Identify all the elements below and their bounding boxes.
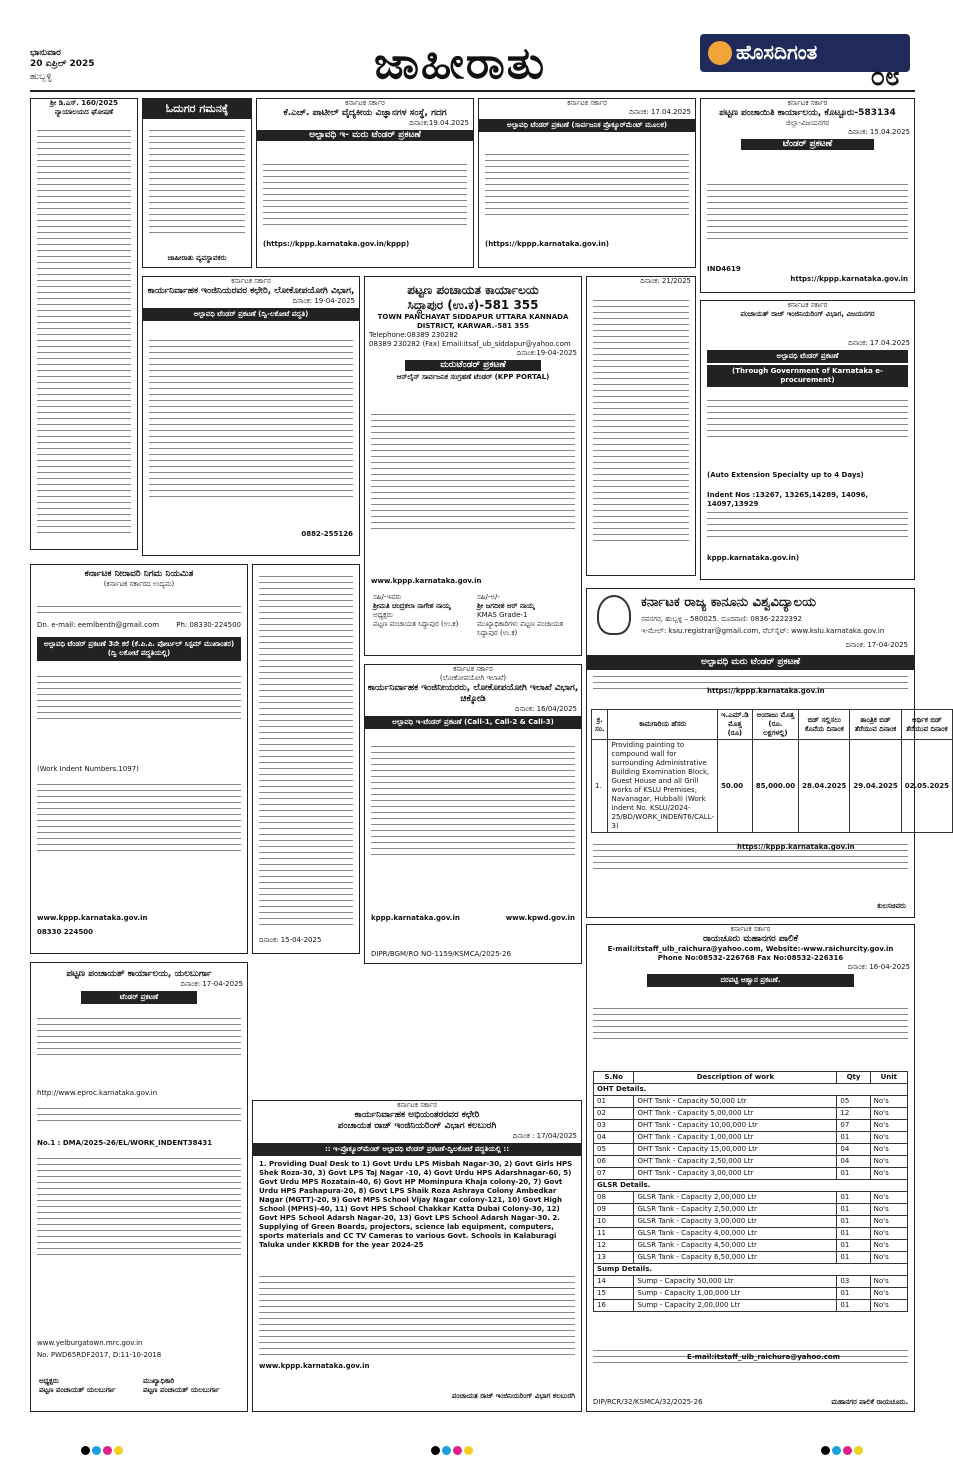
- misc-small-notice: [252, 564, 360, 954]
- ksu-date: ದಿನಾಂಕ: 17-04-2025: [845, 641, 908, 649]
- raichur-title: ರಾಯಚೂರು ಮಹಾನಗರ ಪಾಲಿಕೆ: [702, 934, 799, 944]
- kalaburagi-url[interactable]: www.kppp.karnataka.gov.in: [259, 1362, 370, 1370]
- raichur-email: E-mail:itstaff_ulb_raichura@yahoo.com, Website:-www.raichurcity.gov.in: [607, 945, 894, 953]
- yelburga-bar: ಟೆಂಡರ್ ಪ್ರಕಟಣೆ: [81, 991, 197, 1004]
- ksu-table-header: ಕ್ರ. ಸಂ. ಕಾಮಗಾರಿಯ ಹೆಸರು ಇ.ಎಮ್.ಡಿ ಮೊತ್ತ (ರೂ) ಅಂದಾಜು ಮೊತ್ತ (ರೂ. ಲಕ್ಷಗಳಲ್ಲಿ) ಬಿಡ್ ಸಲ್ಲಿಸಲು ಕೊನೆಯ ದಿನಾಂಕ ತಾಂತ್ರಿಕ ಬಿಡ್ ತೆರೆಯುವ ದಿನಾಂಕ ಆರ್ಥಿಕ ಬಿಡ್ ತೆರೆಯುವ ದಿನಾಂಕ: [592, 710, 953, 740]
- eeml-bar: ಅಲ್ಪಾವಧಿ ಟೆಂಡರ್ ಪ್ರಕಟಣೆ 3ನೇ ಕರೆ (ಕೆ.ಪಿ.ಪಿ. ಪೋರ್ಟಲ್ ಸಿಸ್ಟಮ್ ಮುಖಾಂತರ) (ದ್ವಿ ಲಕೋಟೆ ಪದ್ಧತಿಯಲ್ಲಿ): [37, 637, 241, 661]
- raichur-phone: Phone No:08532-226768 Fax No:08532-226316: [657, 954, 844, 962]
- small-notice-date: ದಿನಾಂಕ: 21/2025: [640, 277, 691, 285]
- pwd-phone: 0882-255126: [301, 530, 353, 538]
- table-row: 05 OHT Tank - Capacity 15,00,000 Ltr 04 No's: [594, 1144, 908, 1156]
- chikkodi-title: ಕಾರ್ಯನಿರ್ವಾಹಕ ಇಂಜಿನೀಯರರು, ಲೋಕೋಪಯೋಗಿ ಇಲಾಖೆ ವಿಭಾಗ, ಚಿಕ್ಕೋಡಿ: [367, 683, 579, 704]
- brand-name: ಹೊಸದಿಗಂತ: [736, 40, 818, 64]
- siddapur-title1: ಪಟ್ಟಣ ಪಂಚಾಯತ ಕಾರ್ಯಾಲಯ: [407, 283, 539, 297]
- readers-note: [142, 98, 252, 268]
- eeml-phone2: 08330 224500: [37, 928, 94, 936]
- raichur-email2: E-mail:itstaff_ulb_raichura@yahoo.com: [687, 1353, 841, 1361]
- gadag-tender: [256, 98, 474, 268]
- kottur-title: ಪಟ್ಟಣ ಪಂಚಾಯಿತಿ ಕಾರ್ಯಾಲಯ, ಕೊಟ್ಟೂರು-583134: [719, 108, 896, 118]
- registration-marks-center: [430, 1440, 474, 1459]
- pwd-govt: ಕರ್ನಾಟಕ ಸರ್ಕಾರ: [231, 277, 271, 285]
- siddapur-tel: Telephone:08389 230282: [369, 331, 459, 339]
- pwd-bar: ಅಲ್ಪಾವಧಿ ಟೆಂಡರ್ ಪ್ರಕಟಣೆ (ದ್ವಿ-ಲಕೋಟೆ ಪದ್ಧತಿ): [143, 308, 359, 321]
- table-row: 01 OHT Tank - Capacity 50,000 Ltr 05 No's: [594, 1096, 908, 1108]
- vijayanagara-url[interactable]: kppp.karnataka.gov.in): [707, 554, 800, 562]
- kottur-url[interactable]: https://kppp.karnataka.gov.in: [790, 275, 908, 283]
- yelburga-sig-left: ಅಧ್ಯಕ್ಷರು ಪಟ್ಟಣ ಪಂಚಾಯತ್ ಯಲಬುರ್ಗಾ: [39, 1377, 116, 1394]
- ksu-sub: ನವನಗರ, ಹುಬ್ಬಳ್ಳಿ – 580025. ದೂರವಾಣಿ: 0836-2222392: [641, 615, 802, 623]
- flame-icon: [708, 41, 732, 65]
- ksu-bar: ಅಲ್ಪಾವಧಿ ಮರು ಟೆಂಡರ್ ಪ್ರಕಟಣೆ: [587, 655, 914, 670]
- yelburga-tender: [30, 962, 248, 1412]
- siddapur-en2: DISTRICT, KARWAR.-581 355: [416, 322, 530, 330]
- kudligi-bar: ಅಲ್ಪಾವಧಿ ಟೆಂಡರ್ ಪ್ರಕಟಣೆ (ಸಾರ್ವಜನಿಕ ಪ್ರೊಕ್ಯೂರ್‌ಮೆಂಟ್ ಮೂಲಕ): [479, 119, 695, 132]
- gadag-url[interactable]: (https://kppp.karnataka.gov.in/kppp): [263, 240, 410, 248]
- vijayanagara-tender: [700, 300, 915, 580]
- raichur-table-header: S.No Description of work Qty Unit: [594, 1072, 908, 1084]
- table-section-heading: GLSR Details.: [594, 1180, 908, 1192]
- vijayanagara-extension: (Auto Extension Specialty up to 4 Days): [707, 471, 864, 479]
- university-seal-icon: [597, 595, 631, 635]
- kottur-ref: IND4619: [707, 265, 741, 273]
- siddapur-bar: ಮರುಟೆಂಡರ್ ಪ್ರಕಟಣೆ: [405, 360, 541, 371]
- readers-note-sign: ಜಾಹೀರಾತು ವ್ಯವಸ್ಥಾಪಕರು: [167, 254, 227, 262]
- yelburga-url2[interactable]: www.yelburgatown.mrc.gov.in: [37, 1339, 143, 1347]
- vijayanagara-bar1: ಅಲ್ಪಾವಧಿ ಟೆಂಡರ್ ಪ್ರಕಟಣೆ: [707, 350, 908, 363]
- chikkodi-dept: (ಲೋಕೋಪಯೋಗಿ ಇಲಾಖೆ): [439, 674, 507, 682]
- table-row: 11 GLSR Tank - Capacity 4,00,000 Ltr 01 No's: [594, 1228, 908, 1240]
- kudligi-date: ದಿನಾಂಕ: 17.04.2025: [629, 108, 691, 116]
- table-row: 03 OHT Tank - Capacity 10,00,000 Ltr 07 No's: [594, 1120, 908, 1132]
- table-row: 10 GLSR Tank - Capacity 3,00,000 Ltr 01 No's: [594, 1216, 908, 1228]
- court-notice-head: ಶ್ರೀ ಡಿ.ಎಸ್. 160/2025: [50, 99, 118, 107]
- section-title: ಜಾಹೀರಾತು: [373, 38, 547, 89]
- siddapur-fax: 08389 230282 (Fax) Email:itsaf_ub_siddapur@yahoo.com: [369, 340, 571, 348]
- table-row: 07 OHT Tank - Capacity 3,00,000 Ltr 01 No's: [594, 1168, 908, 1180]
- chikkodi-tender: [364, 664, 582, 964]
- issue-day: ಭಾನುವಾರ: [30, 48, 61, 58]
- table-row: 09 GLSR Tank - Capacity 2,50,000 Ltr 01 No's: [594, 1204, 908, 1216]
- table-row: 06 OHT Tank - Capacity 2,50,000 Ltr 04 No's: [594, 1156, 908, 1168]
- kalaburagi-body: 1. Providing Dual Desk to 1) Govt Urdu LPS Misbah Nagar-30, 2) Govt Girls HPS Shek Roza-30, 3) Govt LPS Taj Nagar -10, 4) Govt Urdu HPS Adarshnagar-60, 5) Govt Urdu MPS Rozatain-40, 6) Govt HP Mominpura Khaja colony-20, 7) Govt Urdu HPS Pashapura-20, 8) Govt LPS Shaik Roza Ashraya Colony Ambedkar Nagar (MGTT)-20, 9) Govt MPS School Vijay Nagar colony-121, 10) Govt High School (MPHS)-40, 11) Govt HPS School Chakkar Katta Dubai Colony-30, 12) Govt HPS School Adarsh Nagar-20, 13) Govt LPS School Adarsh Nagar-30. 2. Supplying of Green Boards, projectors, science lab equipment, computers, sports materials and CC TV Cameras to various Govt. Schools in Kalaburagi Taluka under KKRDB for the year 2024-25: [259, 1160, 573, 1249]
- eeml-phone: Ph: 08330-224500: [176, 621, 241, 629]
- chikkodi-govt: ಕರ್ನಾಟಕ ಸರ್ಕಾರ: [453, 665, 493, 673]
- table-section-heading: Sump Details.: [594, 1264, 908, 1276]
- issue-city: ಹುಬ್ಬಳ್ಳಿ: [30, 72, 52, 82]
- eeml-email: Dn. e-mail: eemlbenth@gmail.com: [37, 621, 160, 629]
- kottur-govt: ಕರ್ನಾಟಕ ಸರ್ಕಾರ: [787, 99, 828, 107]
- siddapur-sig-right: ಸಹಿ/-ಅ/- ಶ್ರೀ ಜಗದೀಶ ಆರ್ ನಾಯ್ಕ KMAS Grade-1 ಮುಖ್ಯಾಧಿಕಾರಿಗಳು ಪಟ್ಟಣ ಪಂಚಾಯತ ಸಿದ್ದಾಪುರ (ಉ.ಕ): [477, 593, 564, 637]
- siddapur-ref: ದಿನಾಂಕ:19-04-2025: [516, 349, 577, 357]
- issue-info: [30, 48, 150, 83]
- kalaburagi-govt: ಕರ್ನಾಟಕ ಸರ್ಕಾರ: [397, 1101, 437, 1109]
- kottur-date: ದಿನಾಂಕ: 15.04.2025: [848, 128, 910, 136]
- pwd-tender: [142, 276, 360, 556]
- chikkodi-bar: ಅಲ್ಪಾವಧಿ ಇ-ಟೆಂಡರ್ ಪ್ರಕಟಣೆ (Call-1, Call-2 & Call-3): [365, 716, 581, 729]
- court-notice: [30, 98, 138, 550]
- ksu-sign: ಕುಲಸಚಿವರು: [877, 902, 906, 910]
- table-row: 12 GLSR Tank - Capacity 4,50,000 Ltr 01 No's: [594, 1240, 908, 1252]
- pwd-title: ಕಾರ್ಯನಿರ್ವಾಹಕ ಇಂಜಿನಿಯರವರ ಕಛೇರಿ, ಲೋಕೋಪಯೋಗಿ ವಿಭಾಗ,: [147, 286, 355, 296]
- kalaburagi-sub: ಪಂಚಾಯತ ರಾಜ್ ಇಂಜಿನಿಯರಿಂಗ್ ವಿಭಾಗ ಕಲಬುರಗಿ: [337, 1121, 497, 1131]
- raichur-table: [593, 1071, 908, 1312]
- small-notice: [586, 276, 696, 576]
- kudligi-govt: ಕರ್ನಾಟಕ ಸರ್ಕಾರ: [567, 99, 607, 107]
- ksu-title: ಕರ್ನಾಟಕ ರಾಜ್ಯ ಕಾನೂನು ವಿಶ್ವವಿದ್ಯಾಲಯ: [641, 595, 816, 610]
- siddapur-en1: TOWN PANCHAYAT SIDDAPUR UTTARA KANNADA: [377, 313, 569, 321]
- kalaburagi-title: ಕಾರ್ಯನಿರ್ವಾಹಕ ಅಭಿಯಂತರರವರ ಕಛೇರಿ: [354, 1110, 480, 1120]
- table-row: 04 OHT Tank - Capacity 1,00,000 Ltr 01 No's: [594, 1132, 908, 1144]
- siddapur-tender: [364, 276, 582, 656]
- kalaburagi-sign: ಪಂಚಾಯತ ರಾಜ್ ಇಂಜಿನಿಯರಿಂಗ್ ವಿಭಾಗ ಕಲಬುರಗಿ: [451, 1392, 575, 1400]
- page-number: ೦೮: [870, 62, 900, 92]
- siddapur-sig-left: ಸಹಿ/-ಇವರು ಶ್ರೀಮತಿ ಚಂದ್ರಕಲಾ ನಾಗೇಶ ನಾಯ್ಕ ಅಧ್ಯಕ್ಷರು ಪಟ್ಟಣ ಪಂಚಾಯತ ಸಿದ್ದಾಪುರ (ಉ.ಕ): [373, 593, 459, 628]
- ksu-url2[interactable]: https://kppp.karnataka.gov.in: [737, 843, 855, 851]
- eeml-sub: (ಕರ್ನಾಟಕ ಸರ್ಕಾರದ ಉದ್ಯಮ): [103, 580, 175, 588]
- court-notice-title: ನ್ಯಾಯಾಲಯದ ಘೋಷಣೆ: [54, 108, 114, 116]
- table-row: 08 GLSR Tank - Capacity 2,00,000 Ltr 01 No's: [594, 1192, 908, 1204]
- table-row: 16 Sump - Capacity 2,00,000 Ltr 01 No's: [594, 1300, 908, 1312]
- siddapur-url[interactable]: www.kppp.karnataka.gov.in: [371, 577, 482, 585]
- table-row: 1. Providing painting to compound wall for surrounding Administrative Building Examination Block, Guest House and all Grill works of KSLU Premises, Navanagar, Hubballi (Work Indent No. KSLU/2024-25/BD/WORK_INDENT6/CALL-3) 50.00 85,000.00 28.04.2025 29.04.2025 02.05.2025: [592, 740, 953, 833]
- chikkodi-url2[interactable]: www.kpwd.gov.in: [505, 914, 575, 922]
- gadag-ref: ದಿನಾಂಕ:19.04.2025: [409, 119, 469, 127]
- siddapur-sub: ಆನ್‌ಲೈನ್ ಸಾರ್ವಜನಿಕ ಸಂಗ್ರಹಣೆ ಟೆಂಡರ್ (KPP PORTAL): [396, 373, 550, 381]
- eeml-title: ಕರ್ನಾಟಕ ನೀರಾವರಿ ನಿಗಮ ನಿಯಮಿತ: [84, 569, 194, 579]
- vijayanagara-date: ದಿನಾಂಕ: 17.04.2025: [848, 339, 910, 347]
- yelburga-date: ದಿನಾಂಕ: 17-04-2025: [180, 980, 243, 988]
- raichur-tender: [586, 924, 915, 1412]
- gadag-govt: ಕರ್ನಾಟಕ ಸರ್ಕಾರ: [345, 99, 385, 107]
- raichur-date: ದಿನಾಂಕ: 16-04-2025: [847, 963, 910, 971]
- registration-marks: [80, 1440, 124, 1459]
- yelburga-title: ಪಟ್ಟಣ ಪಂಚಾಯತ್ ಕಾರ್ಯಾಲಯ, ಯಲಬುರ್ಗಾ: [66, 969, 212, 979]
- vijayanagara-govt: ಕರ್ನಾಟಕ ಸರ್ಕಾರ: [787, 301, 828, 309]
- eeml-url[interactable]: www.kppp.karnataka.gov.in: [37, 914, 148, 922]
- ksu-contact: ಇ-ಮೇಲ್: ksiu.registrar@gmail.com, ವೆಬ್‌ಸೈಟ್: www.kslu.karnataka.gov.in: [641, 627, 885, 635]
- raichur-bar: ದರಪಟ್ಟಿ ಆಹ್ವಾನ ಪ್ರಕಟಣೆ.: [647, 974, 854, 987]
- issue-date: 20 ಏಪ್ರಿಲ್ 2025: [30, 59, 95, 69]
- kalaburagi-bar: :: ಇ-ಪ್ರೊಕ್ಯೂರ್‌ಮೆಂಟ್ ಅಲ್ಪಾವಧಿ ಟೆಂಡರ್ ಪ್ರಕಟಣೆ-ದ್ವಿಲಕೋಟೆ ಪದ್ಧತಿಯಲ್ಲಿ ::: [253, 1143, 581, 1156]
- vijayanagara-title: ಪಂಚಾಯತ್ ರಾಜ್ ಇಂಜಿನಿಯರಿಂಗ್ ವಿಭಾಗ, ವಿಜಯನಗರ: [740, 310, 875, 318]
- table-row: 13 GLSR Tank - Capacity 6,50,000 Ltr 01 No's: [594, 1252, 908, 1264]
- ksu-tender: [586, 588, 950, 918]
- table-row: 14 Sump - Capacity 50,000 Ltr 03 No's: [594, 1276, 908, 1288]
- gadag-bar: ಅಲ್ಪಾವಧಿ ಇ- ಮರು ಟೆಂಡರ್ ಪ್ರಕಟಣೆ: [257, 130, 473, 141]
- ksu-url[interactable]: https://kppp.karnataka.gov.in: [707, 687, 825, 695]
- eeml-work: (Work Indent Numbers.1097): [37, 765, 139, 773]
- ksu-table: [591, 709, 950, 833]
- raichur-govt: ಕರ್ನಾಟಕ ಸರ್ಕಾರ: [730, 925, 771, 933]
- registration-marks-right: [820, 1440, 864, 1459]
- readers-note-title: ಓದುಗರ ಗಮನಕ್ಕೆ: [143, 99, 251, 119]
- table-section-heading: OHT Details.: [594, 1084, 908, 1096]
- misc-small-date: ದಿನಾಂಕ: 15-04-2025: [259, 936, 322, 944]
- kalaburagi-date: ದಿನಾಂಕ : 17/04/2025: [512, 1132, 577, 1140]
- raichur-sign: ಮಹಾನಗರ ಪಾಲಿಕೆ ರಾಯಚೂರು.: [831, 1398, 908, 1406]
- vijayanagara-bar2: (Through Government of Karnataka e-procurement): [707, 365, 908, 387]
- header-rule: [30, 90, 915, 92]
- vijayanagara-indent: Indent Nos :13267, 13265,14289, 14096, 14097,13929: [707, 491, 869, 508]
- yelburga-order: No. PWD65RDF2017, D:11-10-2018: [37, 1351, 162, 1359]
- chikkodi-url[interactable]: kppp.karnataka.gov.in: [371, 914, 460, 922]
- eeml-tender: [30, 564, 248, 954]
- siddapur-title2: ಸಿದ್ದಾಪುರ (ಉ.ಕ)-581 355: [407, 298, 539, 312]
- table-row: 15 Sump - Capacity 1,00,000 Ltr 01 No's: [594, 1288, 908, 1300]
- yelburga-pkg: No.1 : DMA/2025-26/EL/WORK_INDENT38431: [37, 1139, 213, 1147]
- yelburga-url[interactable]: http://www.eproc.karnataka.gov.in: [37, 1089, 158, 1097]
- chikkodi-ref: ದಿನಾಂಕ: 16/04/2025: [514, 705, 577, 713]
- chikkodi-footer: DIPR/BGM/RO NO-1159/KSMCA/2025-26: [371, 950, 511, 958]
- gadag-title: ಕೆ.ಎಚ್. ಪಾಟೀಲ್ ವೈದ್ಯಕೀಯ ವಿಜ್ಞಾನಗಳ ಸಂಸ್ಥೆ, ಗದಗ: [283, 108, 447, 118]
- raichur-footer: DIP/RCR/32/KSMCA/32/2025-26: [593, 1398, 703, 1406]
- kalaburagi-tender: [252, 1100, 582, 1412]
- yelburga-sig-right: ಮುಖ್ಯಾಧಿಕಾರಿ ಪಟ್ಟಣ ಪಂಚಾಯತ್ ಯಲಬುರ್ಗಾ: [143, 1377, 220, 1394]
- kottur-tender: [700, 98, 915, 293]
- table-row: 02 OHT Tank - Capacity 5,00,000 Ltr 12 No's: [594, 1108, 908, 1120]
- kottur-bar: ಟೆಂಡರ್ ಪ್ರಕಟಣೆ: [741, 139, 874, 150]
- kottur-sub: ಜಿಲ್ಲಾ-ವಿಜಯನಗರ: [785, 119, 830, 127]
- kudligi-tender: [478, 98, 696, 268]
- kudligi-url[interactable]: (https://kppp.karnataka.gov.in): [485, 240, 610, 248]
- pwd-ref: ದಿನಾಂಕ: 19-04-2025: [292, 297, 355, 305]
